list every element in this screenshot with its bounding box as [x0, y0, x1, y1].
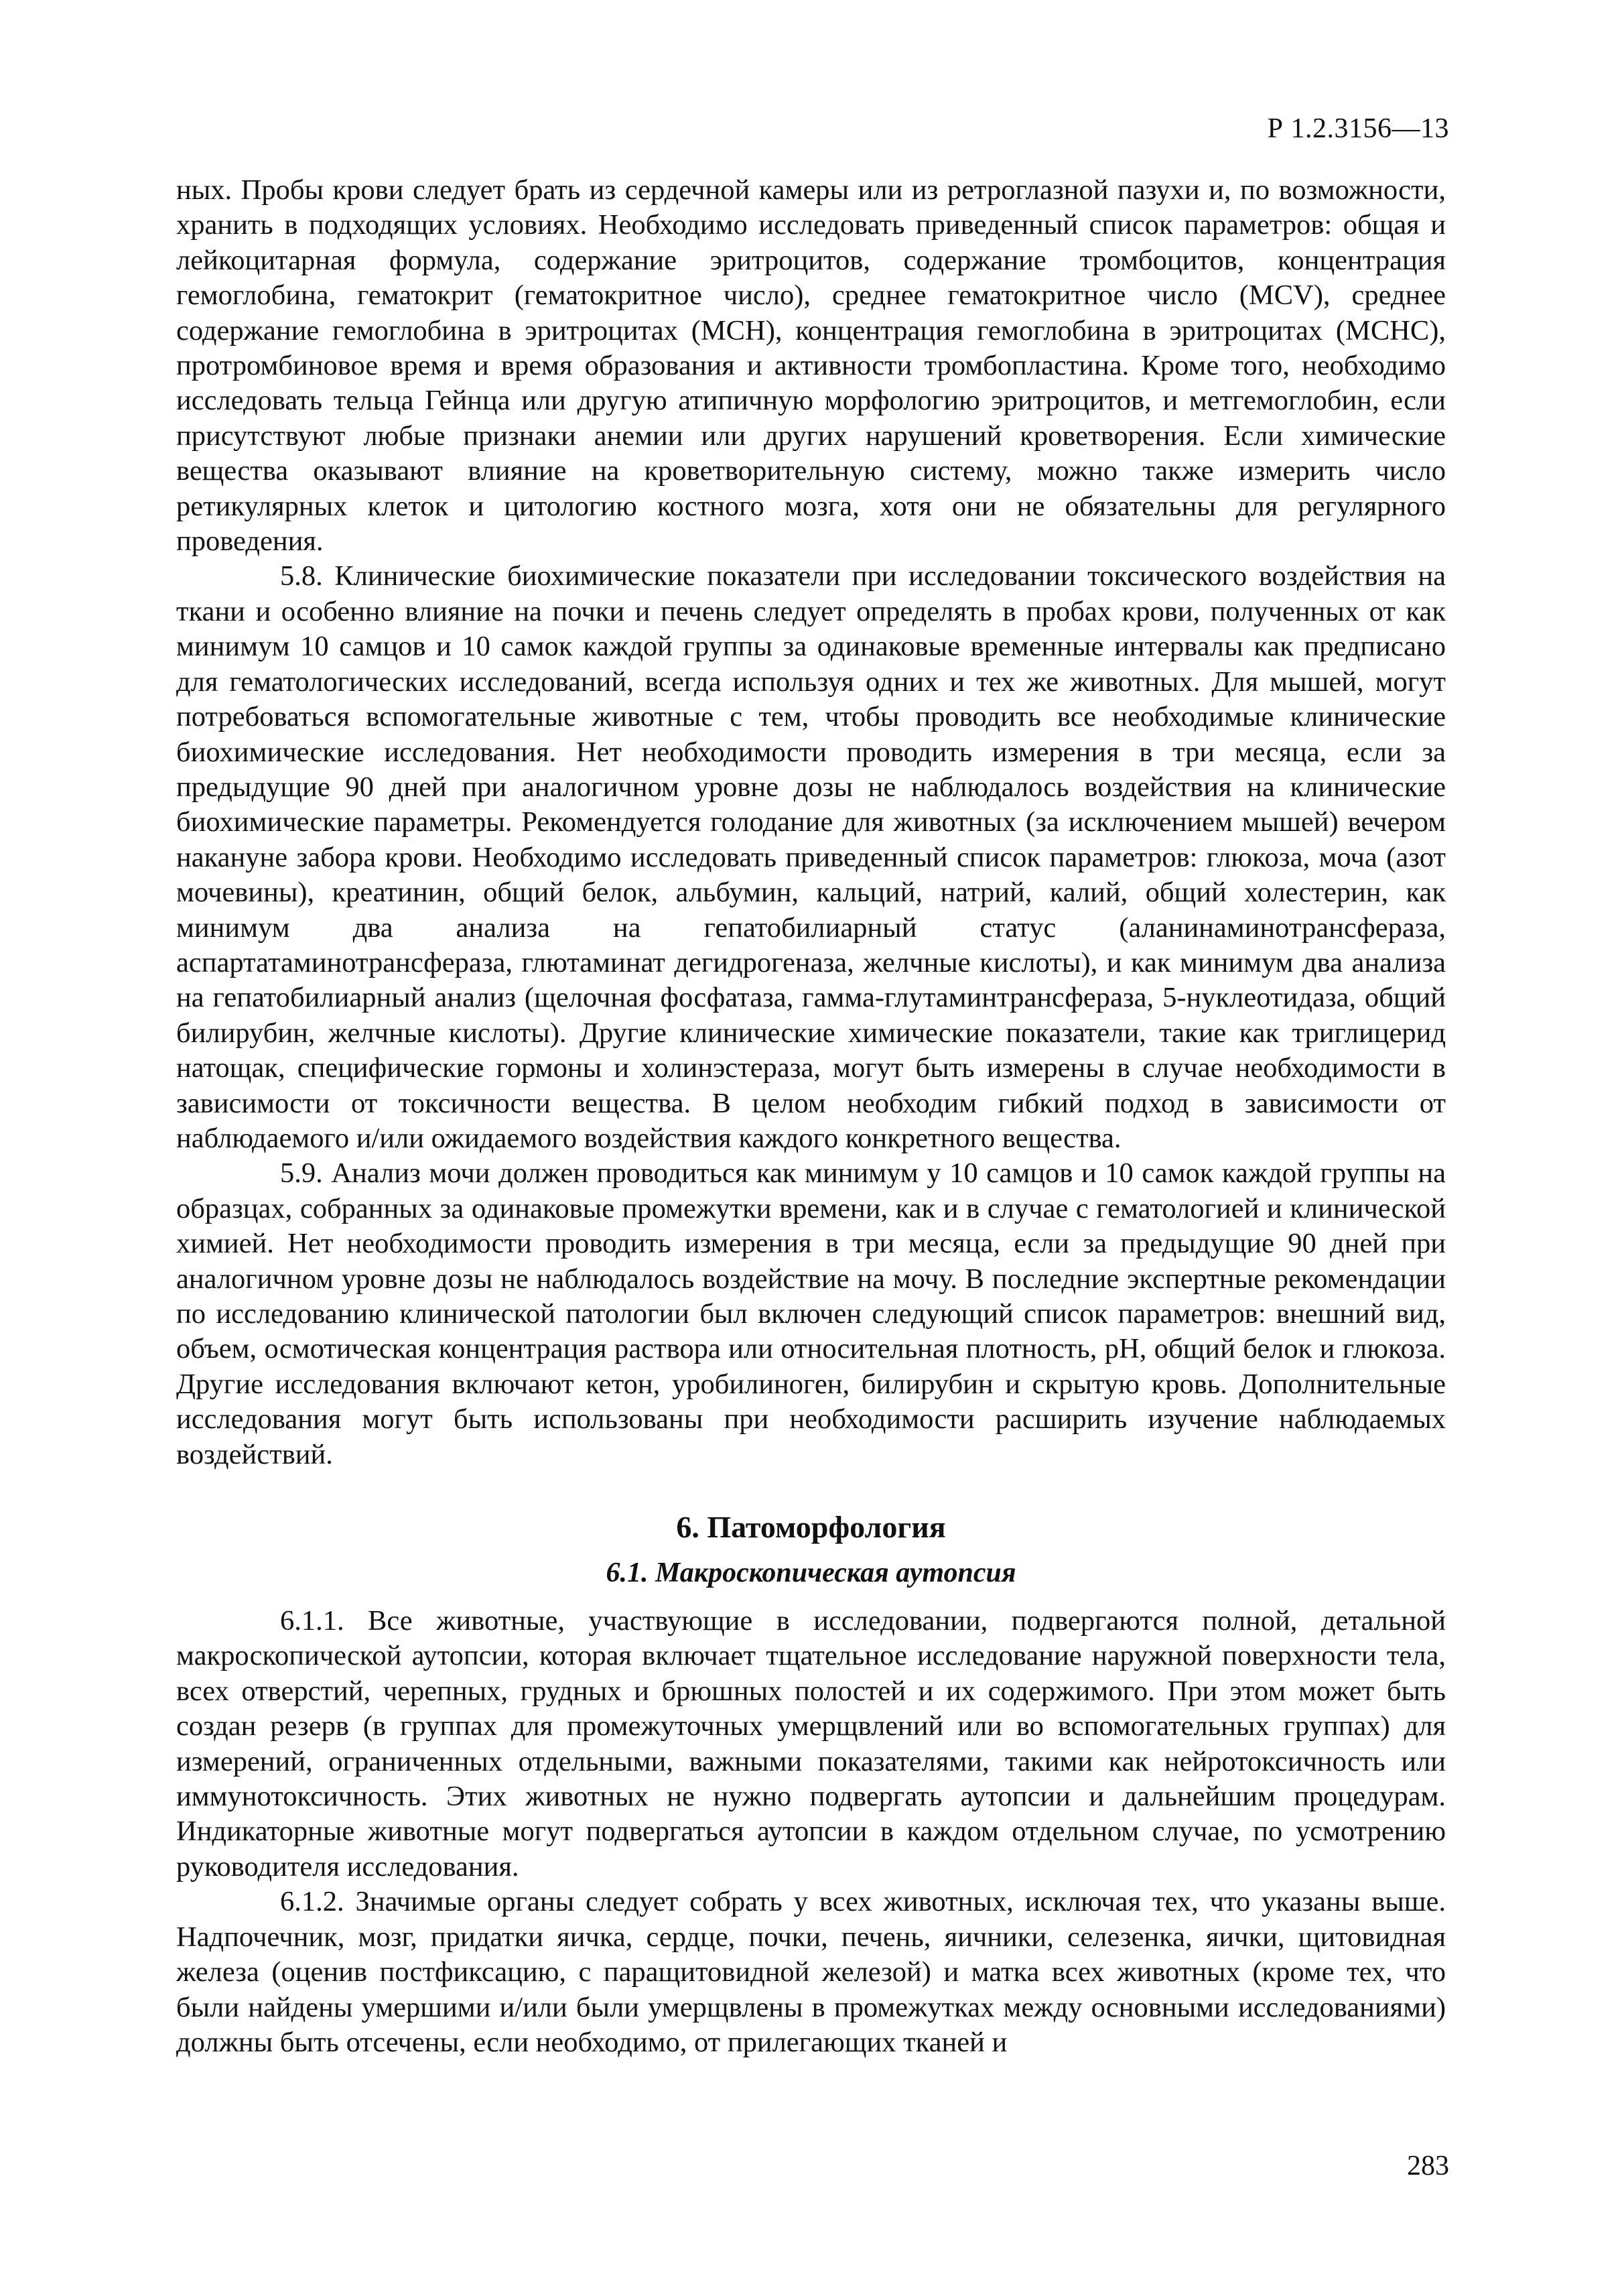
paragraph-6-1-1: 6.1.1. Все животные, участвующие в исследовании, подвергаются полной, детальной макроскопической аутопсии, которая включает тщательное исследование наружной поверхности тела, всех отверстий, черепных, грудных и брюшных полостей и их содержимого. При этом может быть создан резерв (в группах для промежуточных умерщвлений или во вспомогательных группах) для измерений, ограниченных отдельными, важными показателями, такими как нейротоксичность или иммунотоксичность. Этих животных не нужно подвергать аутопсии и дальнейшим процедурам. Индикаторные животные могут подвергаться аутопсии в каждом отдельном случае, по усмотрению руководителя исследования.	[176, 1605, 1446, 1883]
section-title: 6. Патоморфология	[676, 1510, 946, 1545]
subsection-title: 6.1. Макроскопическая аутопсия	[606, 1557, 1016, 1589]
paragraph-hematology-continued: ных. Пробы крови следует брать из сердечной камеры или из ретроглазной пазухи и, по возможности, хранить в подходящих условиях. Необходимо исследовать приведенный список параметров: общая и лейкоцитарная формула, содержание эритроцитов, содержание тромбоцитов, концентрация гемоглобина, гематокрит (гематокритное число), среднее гематокритное число (MCV), среднее содержание гемоглобина в эритроцитах (MCH), концентрация гемоглобина в эритроцитах (MCHC), протромбиновое время и время образования и активности тромбопластина. Кроме того, необходимо исследовать тельца Гейнца или другую атипичную морфологию эритроцитов, и метгемоглобин, если присутствуют любые признаки анемии или других нарушений кроветворения. Если химические вещества оказывают влияние на кроветворительную систему, можно также измерить число ретикулярных клеток и цитологию костного мозга, хотя они не обязательны для регулярного проведения.	[176, 174, 1446, 558]
document-code: Р 1.2.3156—13	[1267, 113, 1449, 144]
page-number: 283	[1407, 2151, 1449, 2181]
paragraph-6-1-2: 6.1.2. Значимые органы следует собрать у всех животных, исключая тех, что указаны выше. Надпочечник, мозг, придатки яичка, сердце, почки, печень, яичники, селезенка, яички, щитовидная железа (оценив постфиксацию, с паращитовидной железой) и матка всех животных (кроме тех, что были найдены умершими и/или были умерщвлены в промежутках между основными исследованиями) должны быть отсечены, если необходимо, от прилегающих тканей и	[176, 1886, 1446, 2058]
page-body	[176, 173, 1446, 2060]
paragraph-5-8: 5.8. Клинические биохимические показатели при исследовании токсического воздействия на ткани и особенно влияние на почки и печень следует определять в пробах крови, полученных от как минимум 10 самцов и 10 самок каждой группы за одинаковые временные интервалы как предписано для гематологических исследований, всегда используя одних и тех же животных. Для мышей, могут потребоваться вспомогательные животные с тем, чтобы проводить все необходимые клинические биохимические исследования. Нет необходимости проводить измерения в три месяца, если за предыдущие 90 дней при аналогичном уровне дозы не наблюдалось воздействия на клинические биохимические параметры. Рекомендуется голодание для животных (за исключением мышей) вечером накануне забора крови. Необходимо исследовать приведенный список параметров: глюкоза, моча (азот мочевины), креатинин, общий белок, альбумин, кальций, натрий, калий, общий холестерин, как минимум два анализа на гепатобилиарный статус (аланинаминотрансфераза, аспартатаминотрансфераза, глютаминат дегидрогеназа, желчные кислоты), и как минимум два анализа на гепатобилиарный анализ (щелочная фосфатаза, гамма-глутаминтрансфераза, 5-нуклеотидаза, общий билирубин, желчные кислоты). Другие клинические химические показатели, такие как триглицерид натощак, специфические гормоны и холинэстераза, могут быть измерены в случае необходимости в зависимости от токсичности вещества. В целом необходим гибкий подход в зависимости от наблюдаемого и/или ожидаемого воздействия каждого конкретного вещества.	[176, 560, 1446, 1154]
paragraph-5-9: 5.9. Анализ мочи должен проводиться как минимум у 10 самцов и 10 самок каждой группы на образцах, собранных за одинаковые промежутки времени, как и в случае с гематологией и клинической химией. Нет необходимости проводить измерения в три месяца, если за предыдущие 90 дней при аналогичном уровне дозы не наблюдалось воздействие на мочу. В последние экспертные рекомендации по исследованию клинической патологии был включен следующий список параметров: внешний вид, объем, осмотическая концентрация раствора или относительная плотность, pH, общий белок и глюкоза. Другие исследования включают кетон, уробилиноген, билирубин и скрытую кровь. Дополнительные исследования могут быть использованы при необходимости расширить изучение наблюдаемых воздействий.	[176, 1157, 1446, 1470]
